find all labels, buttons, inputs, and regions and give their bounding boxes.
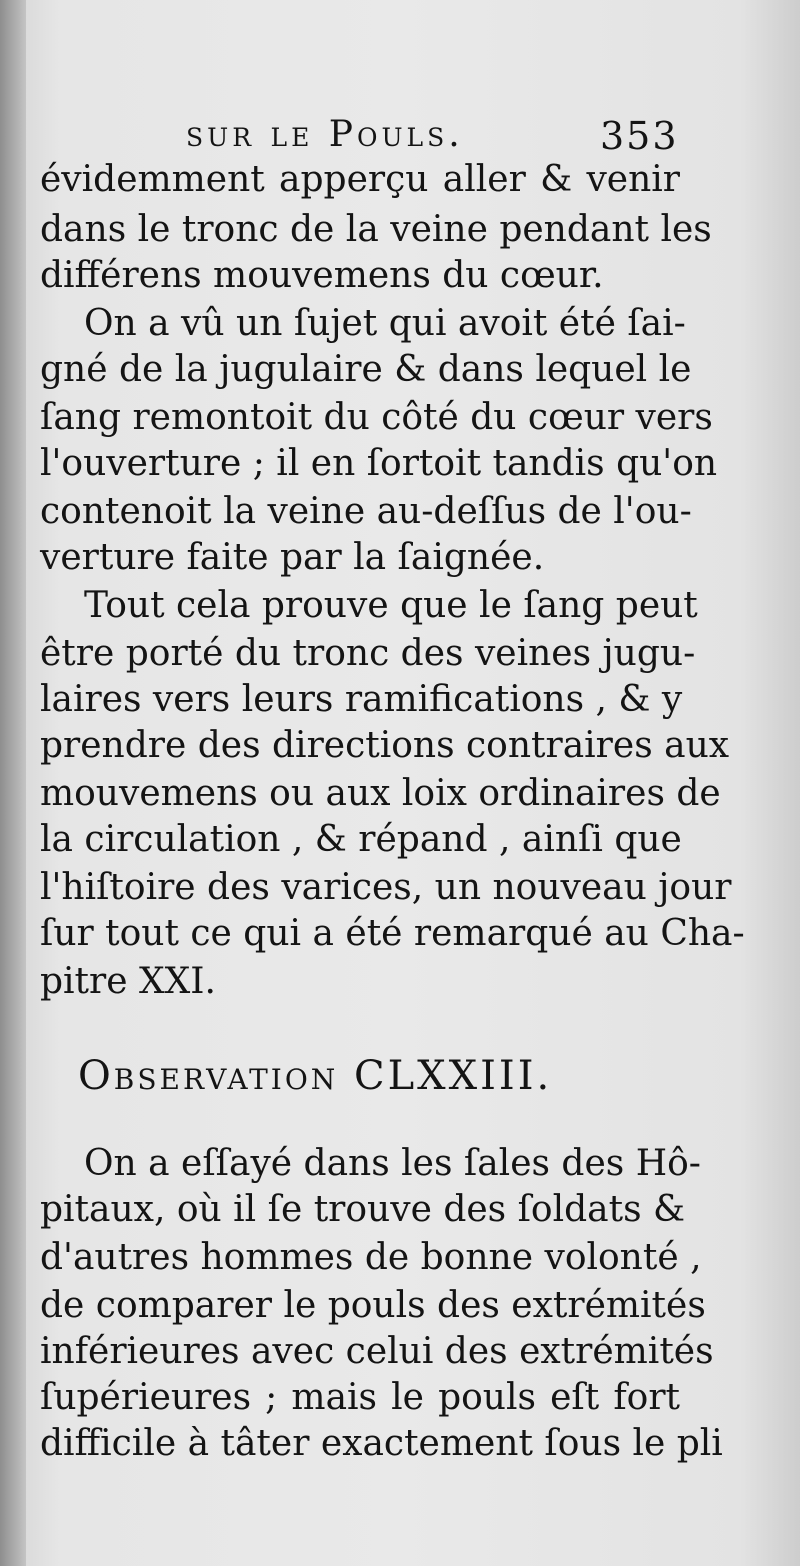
text-line: gné de la jugulaire & dans lequel le [40, 349, 692, 390]
text-line: mouvemens ou aux loix ordinaires de [40, 773, 721, 814]
text-line: verture faite par la ſaignée. [40, 537, 545, 578]
text-line: pitaux, où il ſe trouve des ſoldats & [40, 1189, 686, 1230]
text-line: contenoit la veine au-deſſus de l'ou- [40, 491, 692, 532]
text-line: laires vers leurs ramifications , & y [40, 679, 683, 720]
running-title: sur le Pouls. [186, 114, 464, 155]
text-line: ſupérieures ; mais le pouls eſt fort [40, 1377, 680, 1418]
observation-heading: Observation CLXXIII. [78, 1053, 553, 1099]
text-line: inférieures avec celui des extrémités [40, 1331, 714, 1372]
text-line: On a vû un ſujet qui avoit été ſai- [84, 303, 686, 344]
text-line: pitre XXI. [40, 961, 216, 1002]
text-line: ſang remontoit du côté du cœur vers [40, 397, 713, 438]
text-line: l'hiſtoire des varices, un nouveau jour [40, 867, 732, 908]
text-line: ſur tout ce qui a été remarqué au Cha- [40, 913, 745, 954]
text-line: d'autres hommes de bonne volonté , [40, 1237, 702, 1278]
page-gutter-shadow [0, 0, 26, 1566]
text-line: prendre des directions contraires aux [40, 725, 730, 766]
text-line: être porté du tronc des veines jugu- [40, 633, 696, 674]
text-line: l'ouverture ; il en ſortoit tandis qu'on [40, 443, 718, 484]
text-line: de comparer le pouls des extrémités [40, 1285, 706, 1326]
running-head [0, 108, 800, 158]
text-line: Tout cela prouve que le ſang peut [84, 585, 698, 626]
text-line: On a eſſayé dans les ſales des Hô- [84, 1143, 701, 1184]
text-line: la circulation , & répand , ainſi que [40, 819, 682, 860]
page-number: 353 [600, 114, 679, 158]
text-line: dans le tronc de la veine pendant les [40, 209, 712, 250]
text-line: difficile à tâter exactement ſous le pli [40, 1423, 723, 1464]
text-line: évidemment apperçu aller & venir [40, 159, 680, 200]
text-line: différens mouvemens du cœur. [40, 255, 604, 296]
